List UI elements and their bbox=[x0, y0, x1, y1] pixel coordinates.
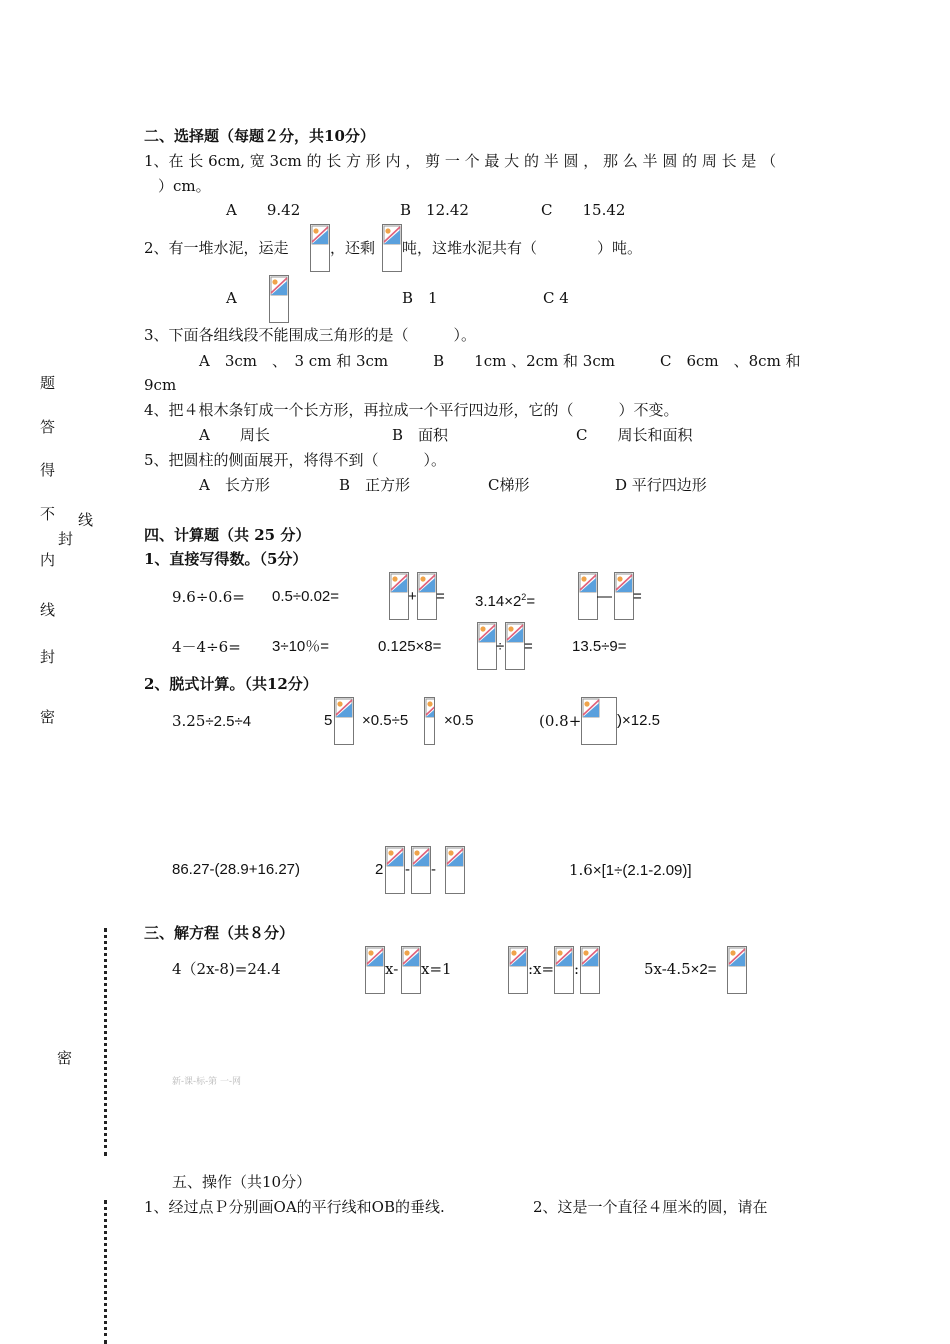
margin-char: 封 bbox=[40, 648, 56, 666]
margin-char: 封 bbox=[58, 530, 74, 548]
question-text: 5、把圆柱的侧面展开，将得不到（ ）。 bbox=[144, 451, 447, 469]
broken-image-icon bbox=[477, 622, 497, 670]
calc-item bbox=[569, 860, 692, 881]
calc-item: (0.8+ bbox=[539, 712, 582, 730]
question-text: 3、下面各组线段不能围成三角形的是（ ）。 bbox=[144, 326, 477, 344]
operator: - bbox=[431, 861, 436, 878]
broken-image-icon bbox=[310, 224, 330, 272]
operator: — bbox=[597, 588, 612, 605]
option: B 1 bbox=[402, 289, 438, 307]
margin-char: 内 bbox=[40, 551, 56, 569]
calc-item: 9.6÷0.6= bbox=[172, 588, 245, 606]
equation: :x= bbox=[528, 960, 555, 978]
section-title: 五、操作（共10分） bbox=[172, 1173, 312, 1191]
broken-image-icon bbox=[417, 572, 437, 620]
equation: : bbox=[574, 960, 580, 978]
broken-image-icon bbox=[389, 572, 409, 620]
question-text: 4、把４根木条钉成一个长方形，再拉成一个平行四边形，它的（ ）不变。 bbox=[144, 401, 679, 419]
question-text: 吨，这堆水泥共有（ ）吨。 bbox=[402, 239, 643, 257]
calc-text: 3.14×2 bbox=[475, 593, 522, 610]
calc-item: 13.5÷9= bbox=[572, 638, 627, 655]
broken-image-icon bbox=[508, 946, 528, 994]
option: C梯形 bbox=[488, 476, 530, 494]
calc-item: )×12.5 bbox=[617, 712, 660, 729]
calc-item bbox=[172, 711, 251, 732]
seal-dotted-line bbox=[104, 1200, 107, 1344]
calc-item: 4－4÷6= bbox=[172, 638, 241, 656]
question-text: ，还剩 bbox=[330, 239, 376, 257]
calc-text: 1.6 bbox=[569, 861, 593, 879]
equation: x=1 bbox=[421, 960, 452, 978]
operator: = bbox=[526, 593, 536, 610]
section-title: 二、选择题（每题２分，共10分） bbox=[144, 127, 375, 145]
operator: = bbox=[524, 638, 533, 655]
subsection-title: 2、脱式计算。（共12分） bbox=[144, 675, 318, 693]
broken-image-icon bbox=[385, 846, 405, 894]
margin-char: 线 bbox=[78, 511, 94, 529]
broken-image-icon bbox=[445, 846, 465, 894]
calc-item: 0.5÷0.02= bbox=[272, 588, 340, 605]
watermark: 新-课-标-第 一-网 bbox=[172, 1077, 242, 1087]
broken-image-icon bbox=[727, 946, 747, 994]
broken-image-icon bbox=[614, 572, 634, 620]
broken-image-icon bbox=[382, 224, 402, 272]
broken-image-icon bbox=[411, 846, 431, 894]
calc-text: 3.25 bbox=[172, 712, 206, 730]
broken-image-icon bbox=[581, 697, 617, 745]
option: 9cm bbox=[144, 376, 177, 394]
broken-image-icon bbox=[580, 946, 600, 994]
broken-image-icon bbox=[365, 946, 385, 994]
operator: + bbox=[408, 588, 417, 605]
margin-char: 答 bbox=[40, 418, 56, 436]
calc-item: 0.125×8= bbox=[378, 638, 442, 655]
margin-char: 题 bbox=[40, 374, 56, 392]
option: C 周长和面积 bbox=[576, 426, 693, 444]
option: B 面积 bbox=[392, 426, 449, 444]
section-title: 四、计算题（共 25 分） bbox=[144, 526, 311, 544]
calc-item bbox=[475, 587, 535, 612]
calc-item: 2 bbox=[375, 861, 384, 878]
margin-char: 密 bbox=[40, 708, 56, 726]
option: C 15.42 bbox=[541, 201, 626, 219]
option: D 平行四边形 bbox=[615, 476, 707, 494]
subsection-title: 1、直接写得数。（5分） bbox=[144, 550, 308, 568]
question-text: 2、有一堆水泥，运走 bbox=[144, 239, 289, 257]
equation-text: 5x-4.5 bbox=[644, 960, 691, 978]
equation-text: ×2= bbox=[690, 961, 717, 978]
question-text: 2、这是一个直径４厘米的圆，请在 bbox=[533, 1198, 768, 1216]
broken-image-icon bbox=[424, 697, 435, 745]
option: A bbox=[226, 289, 237, 307]
broken-image-icon bbox=[269, 275, 289, 323]
operator: - bbox=[405, 861, 410, 878]
section-title: 三、解方程（共８分） bbox=[144, 924, 295, 942]
broken-image-icon bbox=[578, 572, 598, 620]
calc-item: ×0.5÷5 bbox=[362, 712, 409, 729]
equation: x- bbox=[385, 960, 399, 978]
operator: ÷ bbox=[496, 638, 505, 655]
option: C 4 bbox=[543, 289, 569, 307]
equation: 4（2x-8)=24.4 bbox=[172, 960, 281, 978]
calc-item: 5 bbox=[324, 712, 333, 729]
option: A 周长 bbox=[199, 426, 270, 444]
option: B 正方形 bbox=[339, 476, 411, 494]
option: B 12.42 bbox=[400, 201, 469, 219]
margin-char: 不 bbox=[40, 505, 56, 523]
option: A 3cm 、 3 cm 和 3cm B 1cm 、2cm 和 3cm C 6cm 、8cm 和 bbox=[199, 352, 801, 370]
calc-text: ÷2.5÷4 bbox=[205, 713, 252, 730]
calc-item: 3÷10％= bbox=[272, 638, 330, 655]
option: A 长方形 bbox=[199, 476, 270, 494]
margin-char: 得 bbox=[40, 461, 56, 479]
calc-item: 86.27-(28.9+16.27) bbox=[172, 861, 301, 878]
equation bbox=[644, 959, 717, 980]
operator: = bbox=[436, 588, 445, 605]
question-text: 1、经过点Ｐ分别画OA的平行线和OB的垂线. bbox=[144, 1198, 445, 1216]
question-text: 1、在 长 6cm, 宽 3cm 的 长 方 形 内 ， 剪 一 个 最 大 的 半 圆 ， 那 么 半 圆 的 周 长 是 （ bbox=[144, 152, 777, 170]
option: A 9.42 bbox=[226, 201, 301, 219]
calc-text: ×[1÷(2.1-2.09)] bbox=[592, 862, 692, 879]
broken-image-icon bbox=[554, 946, 574, 994]
operator: = bbox=[633, 588, 642, 605]
broken-image-icon bbox=[401, 946, 421, 994]
broken-image-icon bbox=[334, 697, 354, 745]
calc-item: ×0.5 bbox=[444, 712, 474, 729]
broken-image-icon bbox=[505, 622, 525, 670]
question-text: ）cm。 bbox=[158, 177, 211, 195]
seal-dotted-line bbox=[104, 928, 107, 1156]
margin-char: 密 bbox=[57, 1049, 73, 1067]
margin-char: 线 bbox=[40, 601, 56, 619]
exponent: 2 bbox=[521, 592, 527, 602]
